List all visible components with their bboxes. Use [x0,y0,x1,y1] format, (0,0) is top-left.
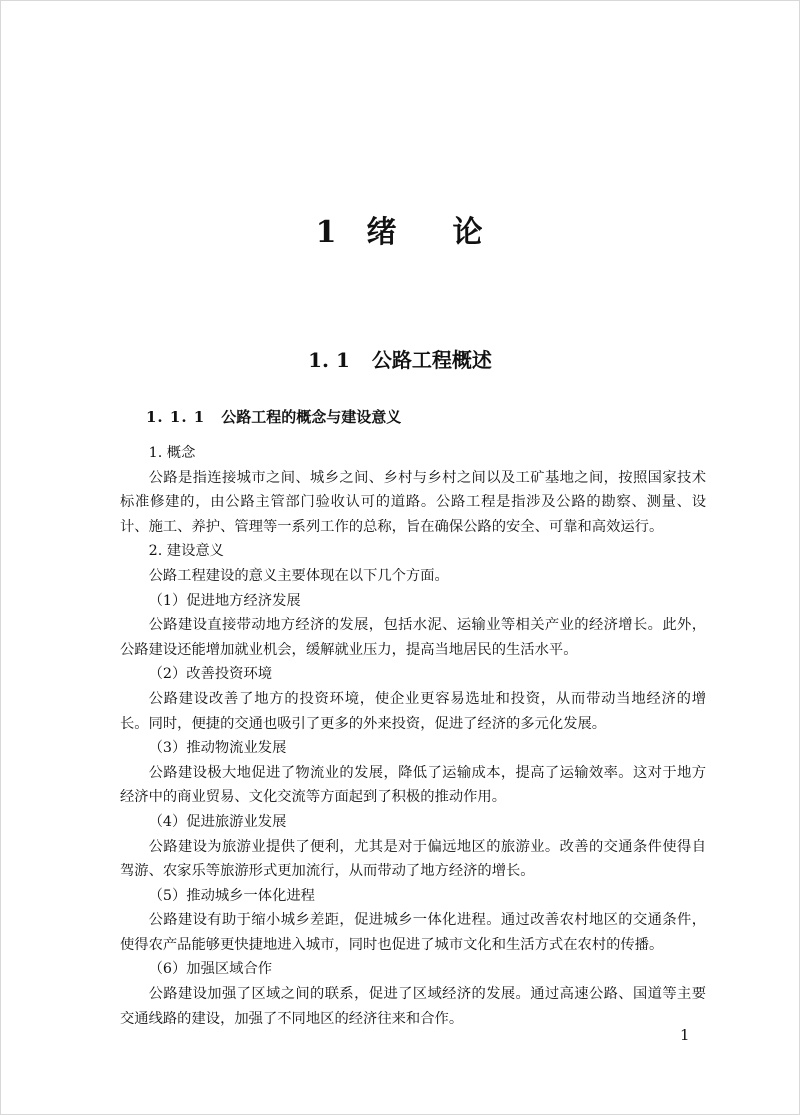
item-heading-6: （6）加强区域合作 [148,961,273,978]
item-paragraph-6: 公路建设加强了区域之间的联系，促进了区域经济的发展。通过高速公路、国道等主要交通线路的建设，加强了不同地区的经济往来和合作。 [120,986,706,1027]
chapter-title [0,207,800,251]
section-number: 1. 1 [308,348,350,372]
item-heading-4: （4）促进旅游业发展 [148,813,287,830]
subsection-number: 1. 1. 1 [146,408,206,426]
item-heading-3: （3）推动物流业发展 [148,740,287,757]
item-paragraph-5: 公路建设有助于缩小城乡差距，促进城乡一体化进程。通过改善农村地区的交通条件，使得农产品能够更快捷地进入城市，同时也促进了城市文化和生活方式在农村的传播。 [120,912,706,953]
item-heading-2: （2）改善投资环境 [148,666,273,683]
body-text [120,441,706,1031]
item-heading-5: （5）推动城乡一体化进程 [148,887,315,904]
item-paragraph-2: 公路建设改善了地方的投资环境，使企业更容易选址和投资，从而带动当地经济的增长。同时，便捷的交通也吸引了更多的外来投资，促进了经济的多元化发展。 [120,690,706,732]
heading-significance: 2. 建设意义 [148,543,224,560]
item-heading-1: （1）促进地方经济发展 [148,592,301,609]
subsection-title [146,406,401,427]
section-title [0,344,800,373]
chapter-number: 1 [315,215,339,250]
chapter-title-part2: 论 [452,215,485,250]
item-paragraph-1: 公路建设直接带动地方经济的发展，包括水泥、运输业等相关产业的经济增长。此外，公路建设还能增加就业机会，缓解就业压力，提高当地居民的生活水平。 [120,617,706,658]
paragraph-concept: 公路是指连接城市之间、城乡之间、乡村与乡村之间以及工矿基地之间，按照国家技术标准修建的，由公路主管部门验收认可的道路。公路工程是指涉及公路的勘察、测量、设计、施工、养护、管理等一系列工作的总称，旨在确保公路的安全、可靠和高效运行。 [120,469,706,535]
item-paragraph-3: 公路建设极大地促进了物流业的发展，降低了运输成本，提高了运输效率。这对于地方经济中的商业贸易、文化交流等方面起到了积极的推动作用。 [120,764,706,806]
page-number: 1 [680,1026,690,1044]
paragraph-significance-intro: 公路工程建设的意义主要体现在以下几个方面。 [148,567,449,584]
section-title-text: 公路工程概述 [371,348,492,372]
item-paragraph-4: 公路建设为旅游业提供了便利，尤其是对于偏远地区的旅游业。改善的交通条件使得自驾游、农家乐等旅游形式更加流行，从而带动了地方经济的增长。 [120,838,706,880]
subsection-title-text: 公路工程的概念与建设意义 [221,408,402,426]
chapter-title-part1: 绪 [366,215,399,250]
heading-concept: 1. 概念 [148,445,196,461]
